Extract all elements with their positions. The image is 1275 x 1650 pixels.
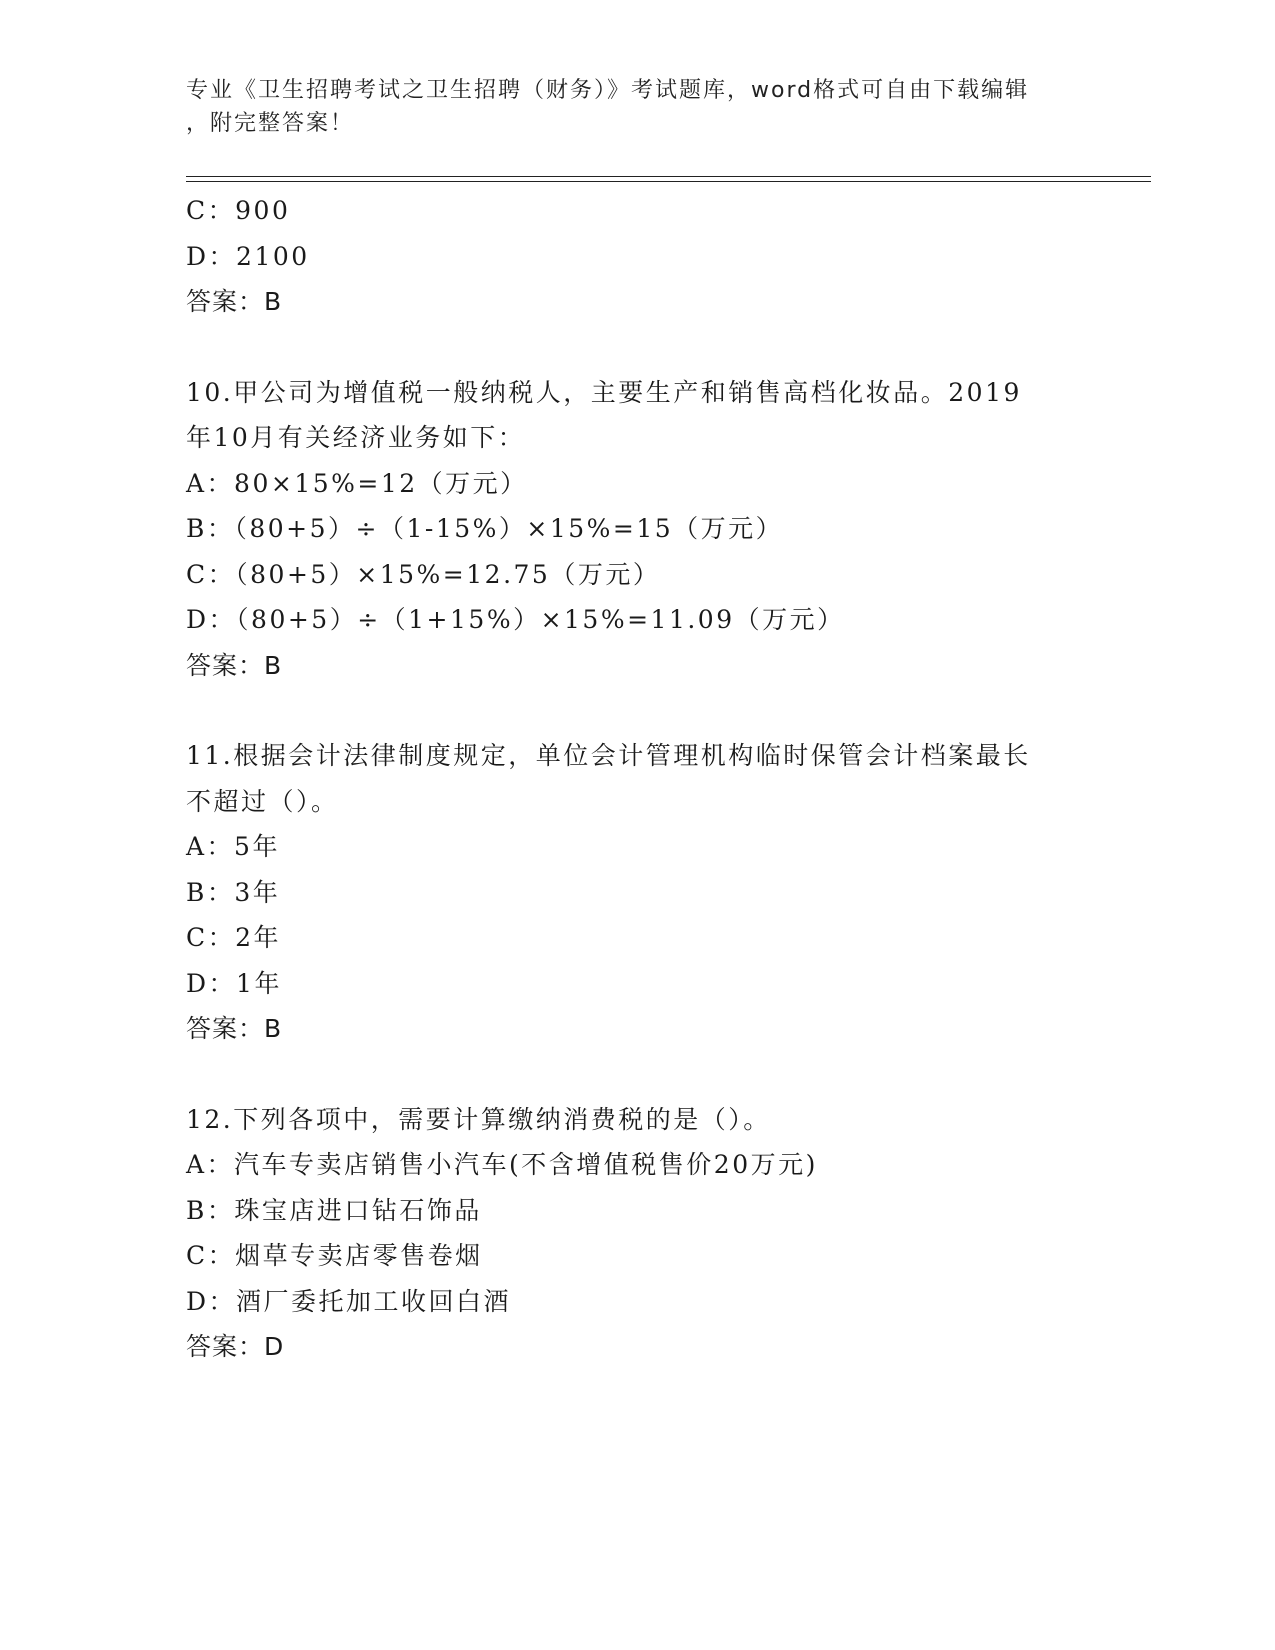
answer-label: 答案：B bbox=[186, 287, 283, 316]
option-d: D：（80+5）÷（1+15%）×15%=11.09（万元） bbox=[186, 605, 845, 634]
option-c: C：900 bbox=[186, 196, 291, 225]
option-b: B：珠宝店进口钻石饰品 bbox=[186, 1195, 482, 1225]
option-c: C：（80+5）×15%=12.75（万元） bbox=[186, 559, 661, 589]
option-a: A：80×15%=12（万元） bbox=[186, 468, 528, 498]
header-line-2: ，附完整答案！ bbox=[186, 111, 355, 136]
page-header bbox=[186, 74, 1086, 140]
option-b: B：（80+5）÷（1-15%）×15%=15（万元） bbox=[186, 514, 784, 543]
question-stem-cont: 不超过（）。 bbox=[186, 786, 339, 816]
question-11 bbox=[186, 733, 1146, 1052]
answer-label: 答案：B bbox=[186, 650, 283, 680]
question-12 bbox=[186, 1097, 1146, 1370]
question-stem-cont: 年10月有关经济业务如下： bbox=[186, 423, 526, 452]
header-divider bbox=[186, 176, 1151, 182]
option-c: C：2年 bbox=[186, 923, 282, 952]
option-a: A：5年 bbox=[186, 832, 280, 861]
header-line-1: 专业《卫生招聘考试之卫生招聘（财务）》考试题库，word格式可自由下载编辑 bbox=[186, 78, 1030, 103]
option-a: A：汽车专卖店销售小汽车(不含增值税售价20万元) bbox=[186, 1150, 818, 1179]
question-stem: 11.根据会计法律制度规定，单位会计管理机构临时保管会计档案最长 bbox=[186, 741, 1031, 770]
option-d: D：1年 bbox=[186, 968, 282, 998]
question-10 bbox=[186, 370, 1146, 689]
option-d: D：2100 bbox=[186, 241, 310, 271]
question-list bbox=[186, 188, 1146, 1370]
option-d: D：酒厂委托加工收回白酒 bbox=[186, 1286, 512, 1316]
question-stem: 10.甲公司为增值税一般纳税人，主要生产和销售高档化妆品。2019 bbox=[186, 377, 1022, 407]
question-9-tail bbox=[186, 188, 1146, 325]
option-b: B：3年 bbox=[186, 877, 281, 907]
question-stem: 12.下列各项中，需要计算缴纳消费税的是（）。 bbox=[186, 1104, 771, 1134]
answer-label: 答案：D bbox=[186, 1332, 285, 1361]
answer-label: 答案：B bbox=[186, 1014, 283, 1043]
option-c: C：烟草专卖店零售卷烟 bbox=[186, 1241, 483, 1270]
